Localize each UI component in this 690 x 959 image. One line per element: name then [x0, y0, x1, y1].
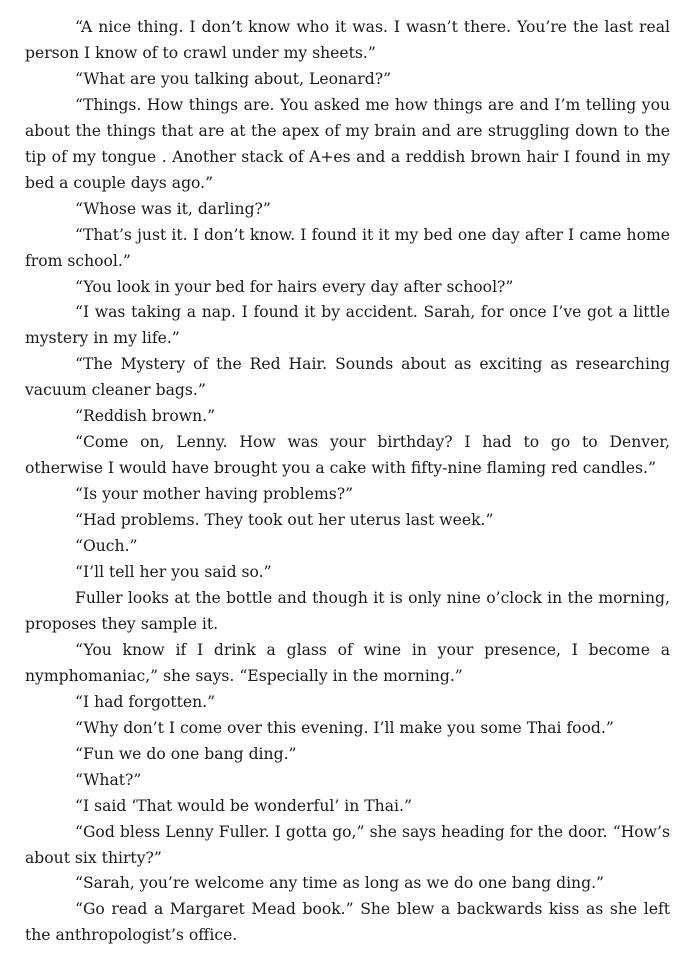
paragraph: “I was taking a nap. I found it by accident. Sarah, for once I’ve got a little mystery in my life.”	[25, 303, 670, 348]
paragraph: “The Mystery of the Red Hair. Sounds about as exciting as researching vacuum cleaner bags.”	[25, 355, 670, 400]
paragraph: Fuller looks at the bottle and though it is only nine o’clock in the morning, proposes they sample it.	[25, 588, 670, 633]
paragraph: “Whose was it, darling?”	[75, 199, 271, 218]
paragraph: “Reddish brown.”	[75, 407, 216, 426]
paragraph: “I said ‘That would be wonderful’ in Thai.”	[75, 796, 412, 815]
paragraph: “Why don’t I come over this evening. I’ll make you some Thai food.”	[75, 718, 614, 737]
paragraph: “God bless Lenny Fuller. I gotta go,” she says heading for the door. “How’s about six thirty?”	[25, 822, 670, 867]
paragraph: “Things. How things are. You asked me how things are and I’m telling you about the things that are at the apex of my brain and are struggling down to the tip of my tongue . Another stack of A+es and a reddish brown hair I found in my bed a couple days ago.”	[25, 95, 670, 192]
paragraph: “Sarah, you’re welcome any time as long as we do one bang ding.”	[75, 874, 605, 893]
paragraph: “Is your mother having problems?”	[75, 485, 354, 504]
paragraph: “Go read a Margaret Mead book.” She blew a backwards kiss as she left the anthropologist’s office.	[25, 900, 670, 945]
paragraph: “You look in your bed for hairs every day after school?”	[75, 277, 514, 296]
paragraph: “Fun we do one bang ding.”	[75, 744, 297, 763]
paragraph: “What are you talking about, Leonard?”	[75, 69, 392, 88]
paragraph: “I’ll tell her you said so.”	[75, 563, 272, 582]
paragraph: “Ouch.”	[75, 537, 138, 556]
paragraph: “Had problems. They took out her uterus last week.”	[75, 511, 494, 530]
paragraph: “What?”	[75, 770, 142, 789]
paragraph: “I had forgotten.”	[75, 692, 216, 711]
paragraph: “That’s just it. I don’t know. I found it it my bed one day after I came home from school.”	[25, 225, 670, 270]
paragraph: “You know if I drink a glass of wine in your presence, I become a nymphomaniac,” she says. “Especially in the morning.”	[25, 640, 670, 685]
paragraph: “A nice thing. I don’t know who it was. I wasn’t there. You’re the last real person I know of to crawl under my sheets.”	[25, 18, 670, 62]
paragraph: “Come on, Lenny. How was your birthday? I had to go to Denver, otherwise I would have brought you a cake with fifty-nine flaming red candles.”	[25, 433, 670, 478]
